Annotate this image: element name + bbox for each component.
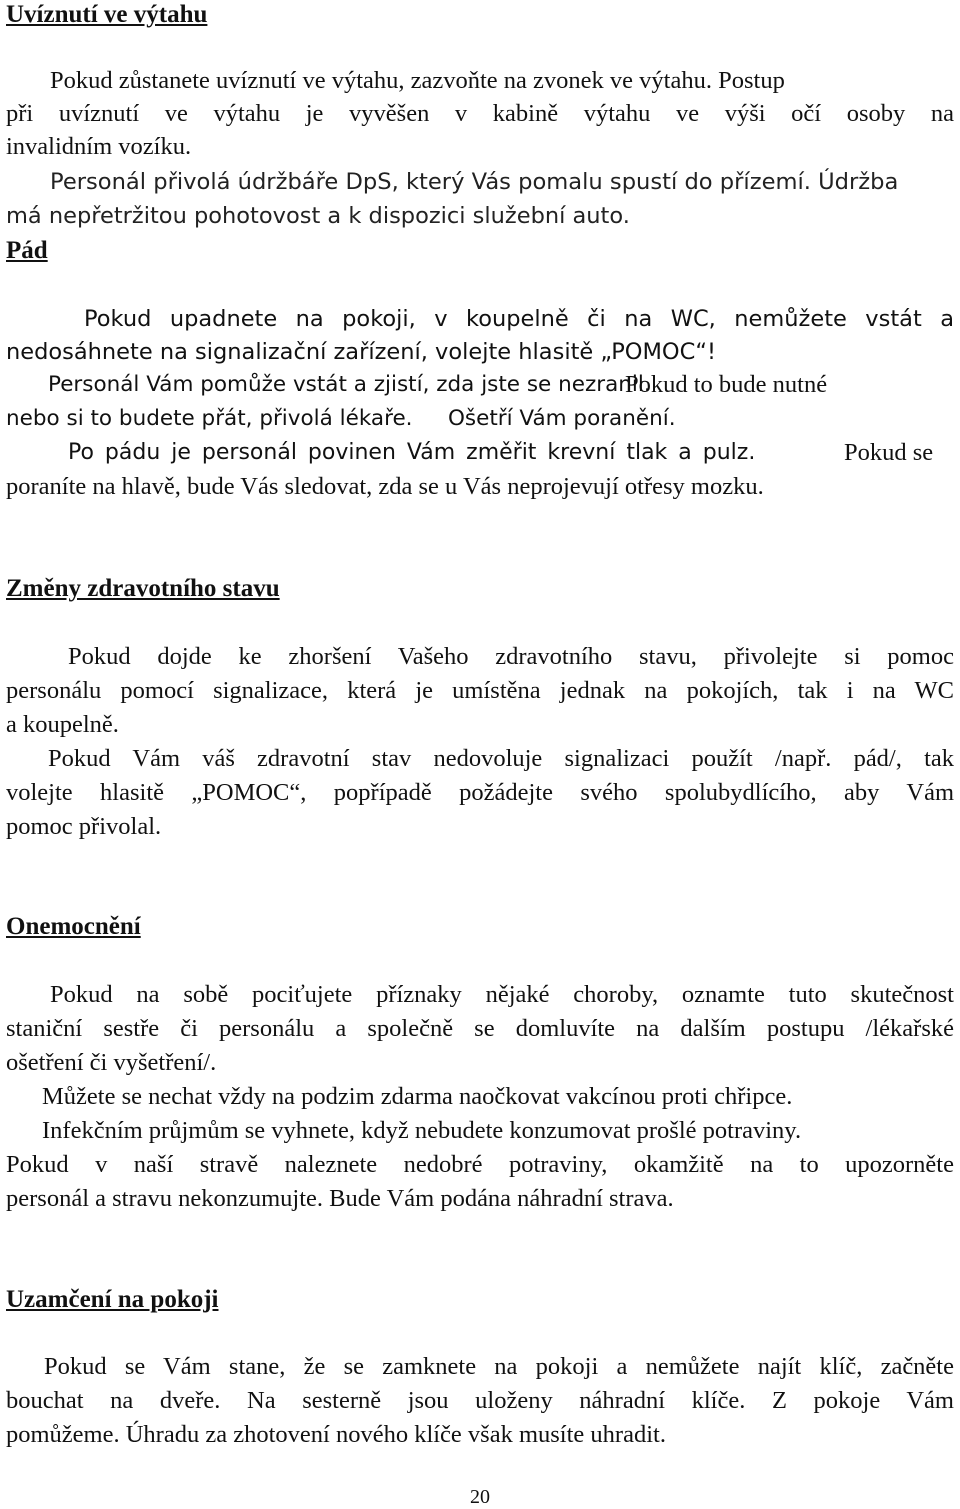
- paragraph-line: nedosáhnete na signalizační zařízení, volejte hlasitě „POMOC“!: [6, 339, 717, 365]
- paragraph-line: bouchat na dveře. Na sesterně jsou uloženy náhradní klíče. Z pokoje Vám: [6, 1387, 954, 1414]
- paragraph-line: Po pádu je personál povinen Vám změřit krevní tlak a pulz.: [68, 440, 756, 465]
- paragraph-line: Můžete se nechat vždy na podzim zdarma naočkovat vakcínou proti chřipce.: [42, 1083, 793, 1110]
- paragraph-line: Pokud na sobě pociťujete příznaky nějaké choroby, oznamte tuto skutečnost: [50, 981, 954, 1008]
- paragraph-line: staniční sestře či personálu a společně se domluvíte na dalším postupu /lékařské: [6, 1015, 954, 1042]
- paragraph-line: Ošetří Vám poranění.: [448, 406, 676, 431]
- paragraph-line: personálu pomocí signalizace, která je umístěna jednak na pokojích, tak i na WC: [6, 677, 954, 704]
- paragraph-line: Infekčním průjmům se vyhnete, když nebudete konzumovat prošlé potraviny.: [42, 1117, 802, 1144]
- paragraph-line: má nepřetržitou pohotovost a k dispozici služební auto.: [6, 203, 630, 229]
- page-number: 20: [470, 1486, 490, 1508]
- paragraph-line: Pokud se: [844, 439, 934, 466]
- section-heading-locked-in: Uzamčení na pokoji: [6, 1286, 219, 1313]
- paragraph-line: Pokud upadnete na pokoji, v koupelně či na WC, nemůžete vstát a: [84, 306, 954, 332]
- paragraph-line: pomůžeme. Úhradu za zhotovení nového klíče však musíte uhradit.: [6, 1421, 666, 1448]
- paragraph-line: poraníte na hlavě, bude Vás sledovat, zda se u Vás neprojevují otřesy mozku.: [6, 473, 764, 500]
- paragraph-line: ošetření či vyšetření/.: [6, 1049, 217, 1076]
- paragraph-line: Pokud to bude nutné: [625, 371, 828, 398]
- paragraph-line: pomoc přivolal.: [6, 813, 162, 840]
- paragraph-line: personál a stravu nekonzumujte. Bude Vám podána náhradní strava.: [6, 1185, 674, 1212]
- paragraph-line: Pokud zůstanete uvíznutí ve výtahu, zazvoňte na zvonek ve výtahu. Postup: [50, 67, 785, 94]
- paragraph-line: Pokud dojde ke zhoršení Vašeho zdravotního stavu, přivolejte si pomoc: [68, 643, 954, 670]
- paragraph-line: Personál přivolá údržbáře DpS, který Vás pomalu spustí do přízemí. Údržba: [50, 169, 899, 195]
- paragraph-line: Personál Vám pomůže vstát a zjistí, zda jste se nezranil.: [48, 372, 651, 397]
- paragraph-line: invalidním vozíku.: [6, 133, 192, 160]
- paragraph-line: nebo si to budete přát, přivolá lékaře.: [6, 406, 413, 431]
- section-heading-elevator: Uvíznutí ve výtahu: [6, 1, 208, 28]
- section-heading-illness: Onemocnění: [6, 913, 141, 940]
- paragraph-line: volejte hlasitě „POMOC“, popřípadě požádejte svého spolubydlícího, aby Vám: [6, 779, 954, 806]
- paragraph-line: Pokud v naší stravě naleznete nedobré potraviny, okamžitě na to upozorněte: [6, 1151, 954, 1178]
- paragraph-line: při uvíznutí ve výtahu je vyvěšen v kabině výtahu ve výši očí osoby na: [6, 100, 954, 127]
- paragraph-line: Pokud se Vám stane, že se zamknete na pokoji a nemůžete najít klíč, začněte: [44, 1353, 954, 1380]
- paragraph-line: a koupelně.: [6, 711, 119, 738]
- paragraph-line: Pokud Vám váš zdravotní stav nedovoluje signalizaci použít /např. pád/, tak: [48, 745, 954, 772]
- section-heading-fall: Pád: [6, 237, 48, 264]
- section-heading-health-change: Změny zdravotního stavu: [6, 575, 280, 602]
